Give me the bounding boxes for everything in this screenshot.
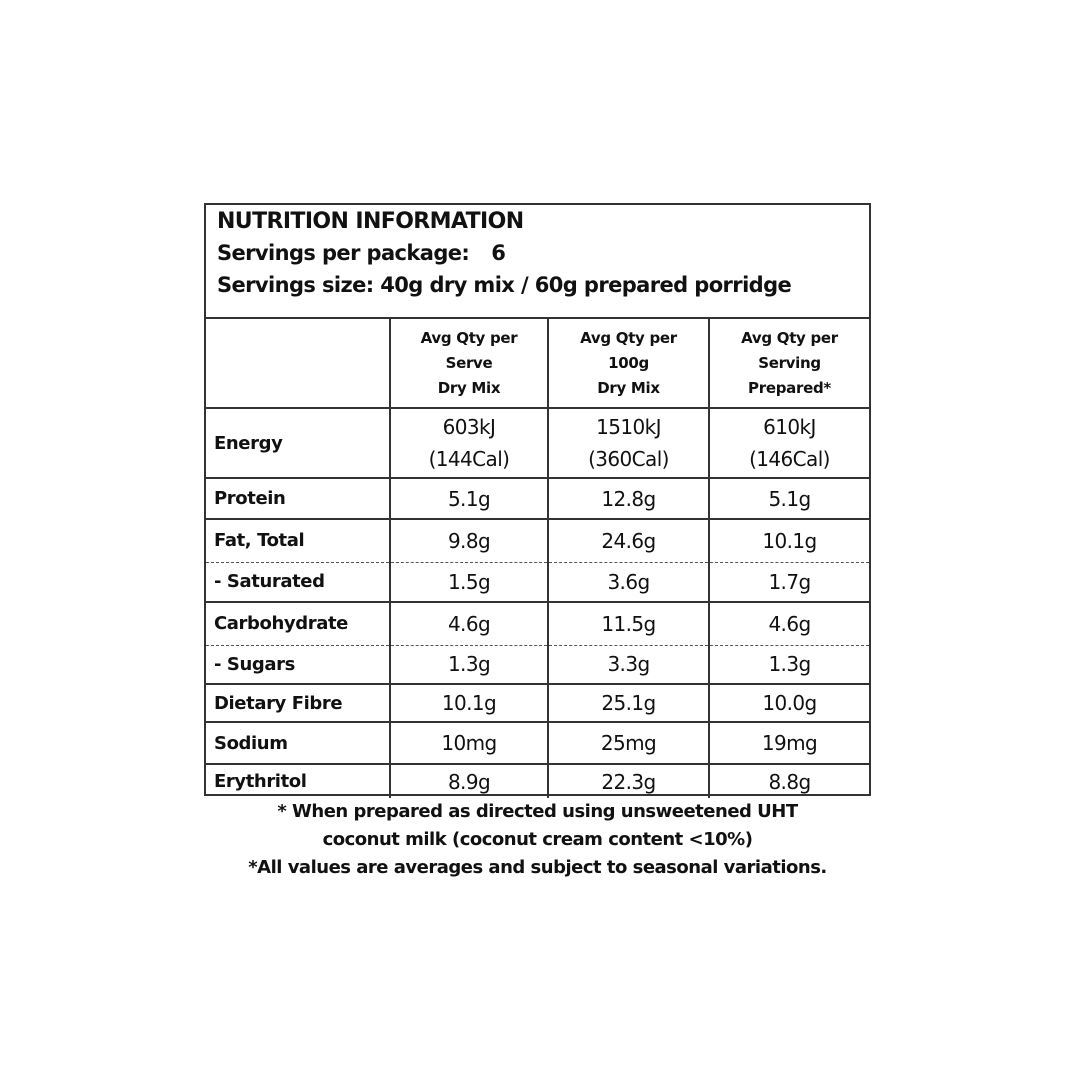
table-row xyxy=(206,519,869,562)
cell-value: 9.8g xyxy=(390,519,548,562)
cell-value-line: (146Cal) xyxy=(749,447,830,471)
footnote-coconut: coconut milk (coconut cream content <10%) xyxy=(322,829,753,850)
column-header-line: Serve xyxy=(445,353,493,372)
cell-value: 10.0g xyxy=(709,684,869,722)
row-label: Protein xyxy=(206,478,390,519)
cell-value: 5.1g xyxy=(709,478,869,519)
cell-value xyxy=(548,408,709,478)
cell-value: 1.7g xyxy=(709,562,869,602)
table-row xyxy=(206,722,869,764)
cell-value: 1.3g xyxy=(709,645,869,684)
cell-value: 24.6g xyxy=(548,519,709,562)
column-header-line: Avg Qty per xyxy=(741,328,838,347)
cell-value-line: 603kJ xyxy=(442,415,496,439)
column-header-line: Dry Mix xyxy=(437,378,501,397)
table-row xyxy=(206,602,869,645)
nutrition-title: NUTRITION INFORMATION xyxy=(217,209,524,234)
column-header-serving-prepared xyxy=(709,319,869,408)
footnote-prepared: * When prepared as directed using unsweetened UHT xyxy=(277,801,798,822)
column-header-line: 100g xyxy=(608,353,649,372)
cell-value-line: (144Cal) xyxy=(428,447,510,471)
row-label: Energy xyxy=(206,408,390,478)
table-row xyxy=(206,684,869,722)
nutrition-table xyxy=(206,319,869,798)
column-header-row xyxy=(206,319,869,408)
serving-size: Servings size: 40g dry mix / 60g prepared porridge xyxy=(217,273,792,297)
nutrition-panel xyxy=(204,203,871,796)
column-header-line: Avg Qty per xyxy=(420,328,518,347)
table-row xyxy=(206,408,869,478)
cell-value: 10mg xyxy=(390,722,548,764)
column-header-line: Prepared* xyxy=(748,378,831,397)
column-header-100g-dry xyxy=(548,319,709,408)
cell-value: 25mg xyxy=(548,722,709,764)
column-header-line: Dry Mix xyxy=(597,378,660,397)
header-blank-cell xyxy=(206,319,390,408)
servings-per-package xyxy=(217,241,505,265)
table-row xyxy=(206,764,869,798)
cell-value: 4.6g xyxy=(709,602,869,645)
nutrition-header xyxy=(206,205,869,319)
cell-value-line: 610kJ xyxy=(763,415,816,439)
footnotes xyxy=(200,798,875,882)
cell-value: 25.1g xyxy=(548,684,709,722)
cell-value: 12.8g xyxy=(548,478,709,519)
cell-value: 10.1g xyxy=(709,519,869,562)
table-row xyxy=(206,562,869,602)
column-header-serve-dry xyxy=(390,319,548,408)
row-label: Dietary Fibre xyxy=(206,684,390,722)
column-header-line: Avg Qty per xyxy=(580,328,677,347)
row-label: Erythritol xyxy=(214,771,307,792)
table-row xyxy=(206,645,869,684)
cell-value: 19mg xyxy=(709,722,869,764)
footnote-averages: *All values are averages and subject to seasonal variations. xyxy=(248,857,827,878)
cell-value: 1.5g xyxy=(390,562,548,602)
cell-value: 1.3g xyxy=(390,645,548,684)
cell-value: 4.6g xyxy=(390,602,548,645)
row-label: Fat, Total xyxy=(206,519,390,562)
row-label: - Sugars xyxy=(206,645,390,684)
cell-value-line: (360Cal) xyxy=(588,447,669,471)
cell-value: 5.1g xyxy=(390,478,548,519)
cell-value: 10.1g xyxy=(390,684,548,722)
servings-per-package-label: Servings per package: xyxy=(217,241,470,265)
cell-value: 3.3g xyxy=(548,645,709,684)
row-label: Sodium xyxy=(206,722,390,764)
cell-value xyxy=(709,408,869,478)
row-label: - Saturated xyxy=(206,562,390,602)
cell-value: 22.3g xyxy=(548,764,709,798)
servings-per-package-value: 6 xyxy=(491,241,506,265)
column-header-line: Serving xyxy=(758,353,821,372)
table-row xyxy=(206,478,869,519)
cell-value xyxy=(390,408,548,478)
cell-value: 3.6g xyxy=(548,562,709,602)
cell-value: 8.8g xyxy=(709,764,869,798)
cell-value: 8.9g xyxy=(390,764,548,798)
row-label: Carbohydrate xyxy=(206,602,390,645)
cell-value: 11.5g xyxy=(548,602,709,645)
cell-value-line: 1510kJ xyxy=(596,415,661,439)
